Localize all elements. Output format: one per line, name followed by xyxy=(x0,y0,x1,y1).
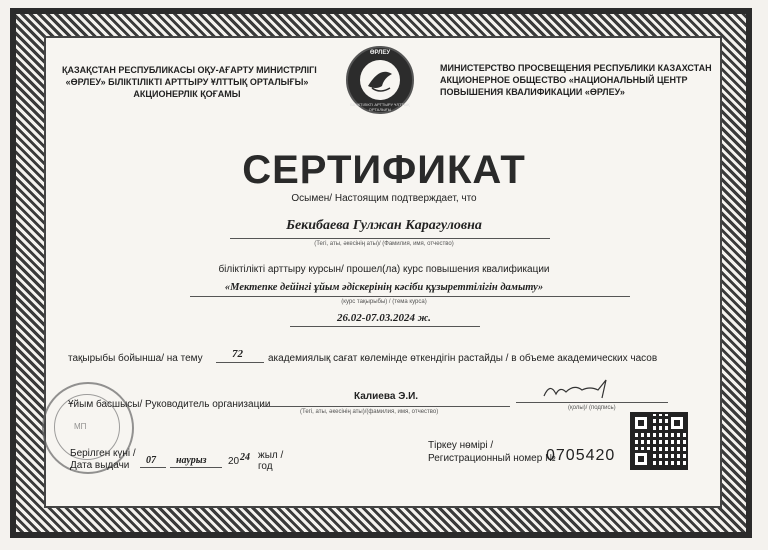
day-underline xyxy=(140,467,166,468)
header-right-line1: МИНИСТЕРСТВО ПРОСВЕЩЕНИЯ РЕСПУБЛИКИ КАЗАХСТАН xyxy=(440,63,712,73)
reg-number: 0705420 xyxy=(546,447,616,464)
qr-corner-tl xyxy=(632,414,650,432)
head-name: Калиева Э.И. xyxy=(354,391,419,402)
hours-value: 72 xyxy=(232,348,243,360)
logo-top-text: ӨРЛЕУ xyxy=(369,50,391,56)
header-right-line3: ПОВЫШЕНИЯ КВАЛИФИКАЦИИ «ӨРЛЕУ» xyxy=(440,87,625,97)
confirm-text: Осымен/ Настоящим подтверждает, что xyxy=(291,193,477,204)
year-prefix: 20 xyxy=(228,456,240,467)
header-right xyxy=(440,62,712,98)
certificate-title: СЕРТИФИКАТ xyxy=(242,148,526,192)
header-left-line2: «ӨРЛЕУ» БІЛІКТІЛІКТІ АРТТЫРУ ҰЛТТЫҚ ОРТАЛЫҒЫ» xyxy=(65,77,309,87)
head-label: Ұйым басшысы/ Руководитель организации xyxy=(68,399,271,410)
logo-bottom-text: БІЛІКТІЛІКТІ АРТТЫРУ ҰЛТТЫҚ ОРТАЛЫҒЫ xyxy=(350,102,410,112)
signature-underline xyxy=(516,402,668,403)
header-left-line3: АКЦИОНЕРЛІК ҚОҒАМЫ xyxy=(133,89,241,99)
course-dates: 26.02-07.03.2024 ж. xyxy=(337,312,431,324)
stamp-text: МП xyxy=(74,422,87,431)
hours-underline xyxy=(216,362,264,363)
recipient-name: Бекибаева Гулжан Карагуловна xyxy=(286,218,482,233)
issue-day: 07 xyxy=(146,455,156,466)
bird-icon xyxy=(360,60,400,100)
head-caption: (Тегі, аты, әкесінің аты)/(фамилия, имя, отчество) xyxy=(300,409,439,415)
name-underline xyxy=(230,238,550,239)
qr-corner-bl xyxy=(632,450,650,468)
hours-suffix: академиялық сағат көлемінде өткендігін растайды / в объеме академических часов xyxy=(268,353,658,364)
header-left-line1: ҚАЗАҚСТАН РЕСПУБЛИКАСЫ ОҚУ-АҒАРТУ МИНИСТРЛІГІ xyxy=(62,65,317,75)
hours-prefix: тақырыбы бойынша/ на тему xyxy=(68,353,203,364)
header-right-line2: АКЦИОНЕРНОЕ ОБЩЕСТВО «НАЦИОНАЛЬНЫЙ ЦЕНТР xyxy=(440,75,688,85)
course-intro: біліктілікті арттыру курсын/ прошел(ла) курс повышения квалификации xyxy=(218,264,550,275)
signature-image xyxy=(540,376,620,402)
reg-label-ru: Регистрационный номер № xyxy=(428,453,556,464)
issue-label-ru: Дата выдачи xyxy=(70,460,130,471)
course-name: «Мектепке дейінгі ұйым әдіскерінің кәсіби құзыреттілігін дамыту» xyxy=(224,282,544,293)
header-left xyxy=(62,64,317,100)
reg-label-kz: Тіркеу нөмірі / xyxy=(428,440,494,451)
orleu-logo xyxy=(346,46,414,114)
logo-emblem xyxy=(360,60,400,100)
name-caption: (Тегі, аты, әкесінің аты)/ (Фамилия, имя, отчество) xyxy=(314,241,454,247)
year-label: жыл / год xyxy=(258,450,284,472)
signature-caption: (қолы)/ (подпись) xyxy=(568,405,616,411)
course-caption: (курс тақырыбы) / (тема курса) xyxy=(341,299,427,305)
head-underline xyxy=(262,406,510,407)
dates-underline xyxy=(290,326,480,327)
year-suffix: 24 xyxy=(240,452,250,463)
course-underline xyxy=(190,296,630,297)
month-underline xyxy=(170,467,222,468)
qr-corner-tr xyxy=(668,414,686,432)
issue-month: наурыз xyxy=(176,455,207,466)
issue-label-kz: Берілген күні / xyxy=(70,448,136,459)
qr-code[interactable] xyxy=(632,414,686,468)
